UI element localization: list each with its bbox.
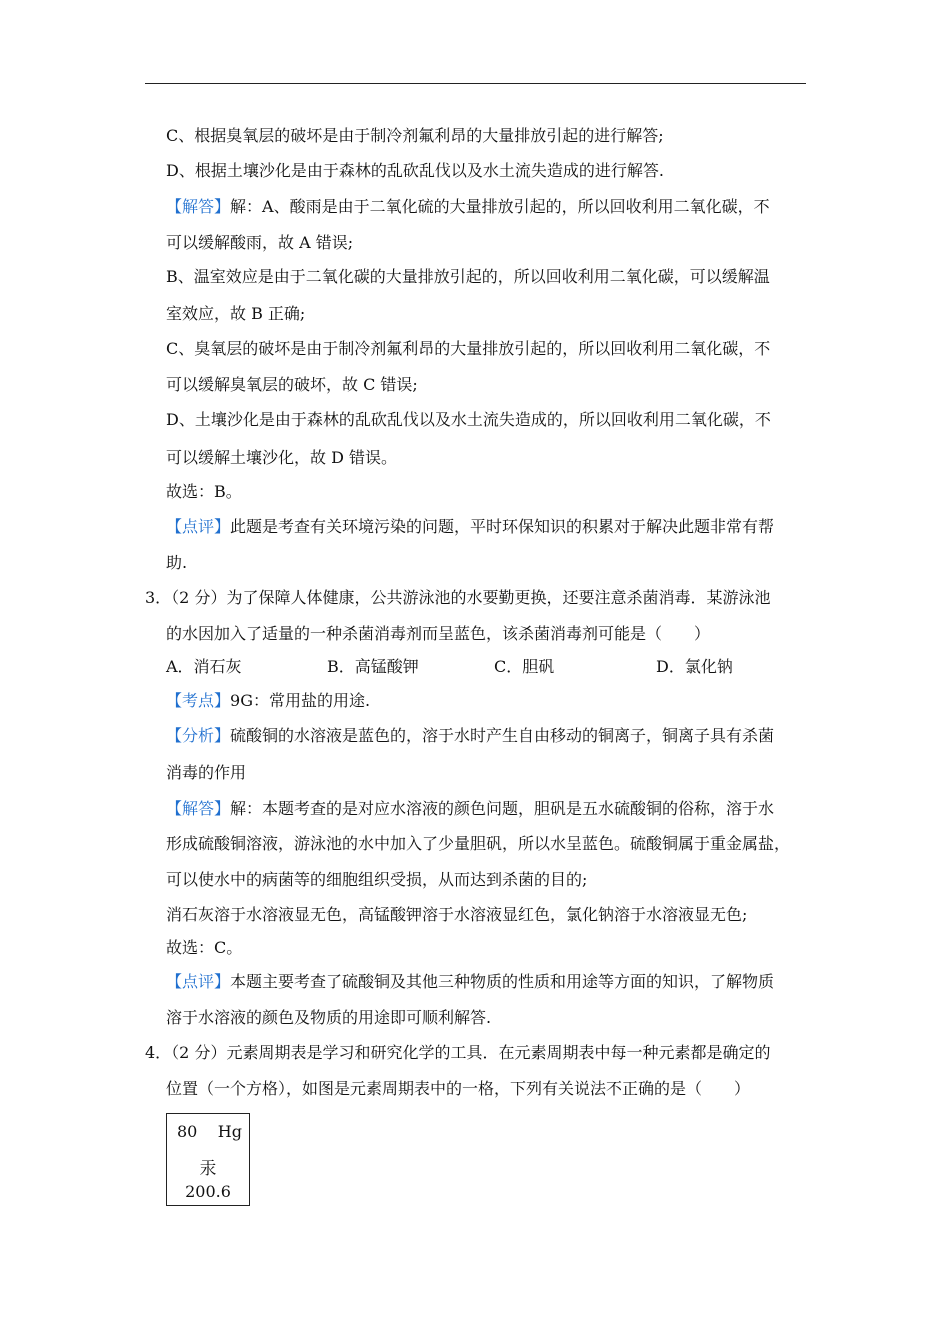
line-text: 溶于水溶液的颜色及物质的用途即可顺利解答. <box>166 1008 492 1027</box>
text-line <box>166 904 747 926</box>
line-text: 可以缓解酸雨，故 A 错误; <box>166 233 354 252</box>
line-text: 消毒的作用 <box>166 763 247 782</box>
text-line <box>166 798 774 820</box>
option-d: D．氯化钠 <box>656 657 733 676</box>
section-tag: 【解答】 <box>166 799 231 818</box>
text-line <box>166 447 397 469</box>
text-line <box>166 623 710 645</box>
text-line <box>166 762 246 784</box>
line-text: 形成硫酸铜溶液，游泳池的水中加入了少量胆矾，所以水呈蓝色。硫酸铜属于重金属盐， <box>166 834 791 853</box>
line-text: 解：本题考查的是对应水溶液的颜色问题，胆矾是五水硫酸铜的俗称，溶于水 <box>230 799 775 818</box>
text-line <box>166 338 770 360</box>
line-text: 4．（2 分）元素周期表是学习和研究化学的工具．在元素周期表中每一种元素都是确定的 <box>145 1043 771 1062</box>
text-line <box>166 725 774 747</box>
line-text: 此题是考查有关环境污染的问题，平时环保知识的积累对于解决此题非常有帮 <box>230 517 775 536</box>
text-line <box>166 1007 491 1029</box>
text-line <box>166 266 770 288</box>
text-line <box>166 374 418 396</box>
element-symbol: Hg <box>217 1122 242 1141</box>
line-text: B、温室效应是由于二氧化碳的大量排放引起的，所以回收利用二氧化碳，可以缓解温 <box>166 267 770 286</box>
element-name: 汞 <box>199 1159 217 1179</box>
section-tag: 【分析】 <box>166 726 231 745</box>
line-text: 助. <box>166 553 188 572</box>
text-line <box>166 481 242 503</box>
text-line <box>166 937 242 959</box>
line-text: C、臭氧层的破坏是由于制冷剂氟利昂的大量排放引起的，所以回收利用二氧化碳，不 <box>166 339 771 358</box>
line-text: 9G：常用盐的用途. <box>230 691 371 710</box>
section-tag: 【解答】 <box>166 197 231 216</box>
line-text: 位置（一个方格），如图是元素周期表中的一格，下列有关说法不正确的是（ ） <box>166 1079 751 1098</box>
line-text: 本题主要考查了硫酸铜及其他三种物质的性质和用途等方面的知识，了解物质 <box>230 972 775 991</box>
line-text: 故选：B。 <box>166 482 242 501</box>
text-line <box>166 409 771 431</box>
line-text: 硫酸铜的水溶液是蓝色的，溶于水时产生自由移动的铜离子，铜离子具有杀菌 <box>230 726 775 745</box>
text-line <box>145 1042 770 1064</box>
line-text: 的水因加入了适量的一种杀菌消毒剂而呈蓝色，该杀菌消毒剂可能是（ ） <box>166 624 711 643</box>
text-line <box>166 833 790 855</box>
line-text: 可以缓解臭氧层的破坏，故 C 错误; <box>166 375 418 394</box>
option-c: C．胆矾 <box>494 657 555 676</box>
section-tag: 【点评】 <box>166 517 231 536</box>
text-line <box>166 516 774 538</box>
line-text: C、根据臭氧层的破坏是由于制冷剂氟利昂的大量排放引起的进行解答; <box>166 126 664 145</box>
atomic-number: 80 <box>177 1122 198 1141</box>
text-line <box>166 125 664 147</box>
line-text: 故选：C。 <box>166 938 243 957</box>
line-text: 可以缓解土壤沙化，故 D 错误。 <box>166 448 398 467</box>
header-rule <box>145 83 806 84</box>
section-tag: 【考点】 <box>166 691 231 710</box>
text-line <box>166 1078 750 1100</box>
line-text: 解：A、酸雨是由于二氧化硫的大量排放引起的，所以回收利用二氧化碳，不 <box>230 197 770 216</box>
atomic-mass: 200.6 <box>185 1182 231 1201</box>
text-line <box>166 690 370 712</box>
text-line <box>166 160 664 182</box>
text-line <box>166 232 353 254</box>
line-text: 可以使水中的病菌等的细胞组织受损，从而达到杀菌的目的; <box>166 870 588 889</box>
periodic-table-cell <box>166 1113 250 1206</box>
section-tag: 【点评】 <box>166 972 231 991</box>
line-text: D、根据土壤沙化是由于森林的乱砍乱伐以及水土流失造成的进行解答. <box>166 161 664 180</box>
text-line <box>166 552 187 574</box>
line-text: D、土壤沙化是由于森林的乱砍乱伐以及水土流失造成的，所以回收利用二氧化碳，不 <box>166 410 771 429</box>
option-a: A．消石灰 <box>166 657 242 676</box>
text-line <box>166 303 305 325</box>
line-text: 消石灰溶于水溶液显无色，高锰酸钾溶于水溶液显红色，氯化钠溶于水溶液显无色; <box>166 905 748 924</box>
line-text: 室效应，故 B 正确; <box>166 304 306 323</box>
text-line <box>145 587 770 609</box>
text-line <box>166 196 770 218</box>
line-text: 3．（2 分）为了保障人体健康，公共游泳池的水要勤更换，还要注意杀菌消毒．某游泳池 <box>145 588 771 607</box>
text-line <box>166 971 774 993</box>
text-line <box>166 869 587 891</box>
option-b: B．高锰酸钾 <box>327 657 419 676</box>
